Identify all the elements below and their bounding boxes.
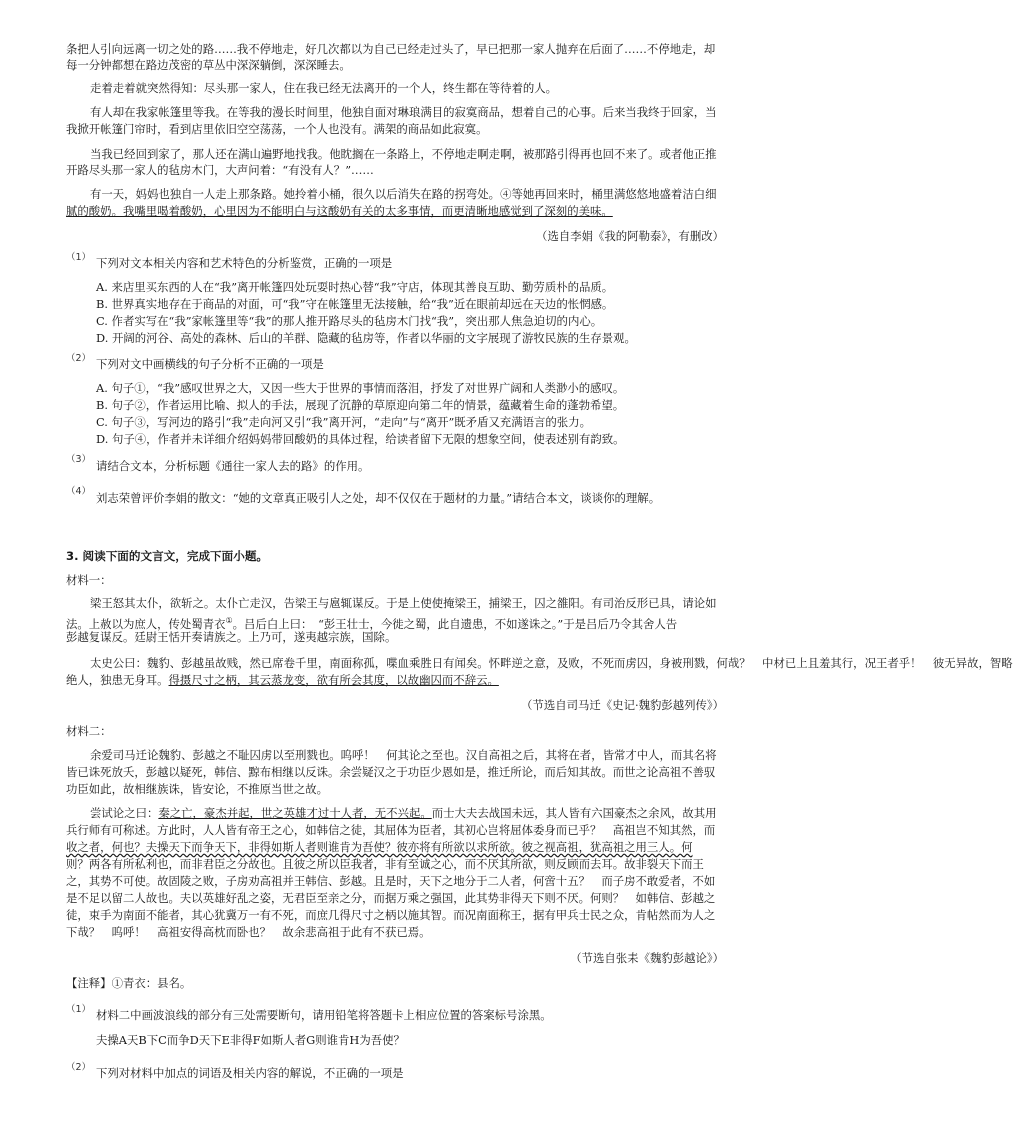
material2-line-7: 则？两各有所私利也，而非君臣之分故也。且彼之所以臣我者，非有至诚之心，而不厌其所欲，则反顾而去耳。故非裂天下而王 — [66, 857, 704, 871]
material2-source: （节选自张耒《魏豹彭越论》） — [570, 951, 724, 965]
material2-line-11: 下哉？ 呜呼！ 高祖安得高枕而卧也？ 故余悲高祖于此有不获已焉。 — [66, 925, 431, 939]
passage1-line-5: 我掀开帐篷门帘时，看到店里依旧空空荡荡，一个人也没有。满架的商品如此寂寞。 — [66, 122, 488, 136]
material2-line-8: 之，其势不可使。故固陵之败，子房劝高祖并王韩信、彭越。且是时，天下之地分于二人者，何啻十五？ 而子房不敢爱者，不如 — [66, 874, 716, 888]
q2-option-a: A. 句子①，“我”感叹世界之大，又因一些大于世界的事情而落泪，抒发了对世界广阔和人类渺小的感叹。 — [96, 381, 625, 395]
footnote: 【注释】①青衣：县名。 — [66, 976, 192, 990]
material1-line-2-part-b: 。吕后白上曰： “彭王壮士，今徙之蜀，此自遗患，不如遂诛之。”于是吕后乃令其舍人告 — [232, 617, 678, 631]
material2-line-4-part-b: 而士大夫去战国未远，其人皆有六国豪杰之余风，故其用 — [431, 806, 717, 820]
material2-label: 材料二： — [66, 724, 112, 738]
material1-label: 材料一： — [66, 573, 112, 587]
material2-line-9: 是不足以留二人故也。夫以英雄好乱之姿，无君臣至亲之分，而据万乘之强国，此其势非得天下则不厌。何则？ 如韩信、彭越之 — [66, 891, 716, 905]
s3-q2-number: （2） — [66, 1062, 92, 1073]
q2-stem: 下列对文中画横线的句子分析不正确的一项是 — [96, 357, 324, 371]
material1-line-5 — [66, 673, 499, 688]
passage1-line-4: 有人却在我家帐篷里等我。在等我的漫长时间里，他独自面对琳琅满目的寂寞商品，想着自己的心事。后来当我终于回家，当 — [90, 105, 717, 119]
passage1-line-3: 走着走着就突然得知：尽头那一家人，住在我已经无法离开的一个人，终生都在等待着的人。 — [90, 81, 558, 95]
section3-heading: 3. 阅读下面的文言文，完成下面小题。 — [66, 549, 269, 563]
material2-line-6: 收之者，何也？夫操天下而争天下，非得如斯人者则谁肯为吾使？彼亦将有所欲以求所欲。彼之视高祖，犹高祖之用三人。何 — [66, 840, 693, 854]
s3-q2-stem: 下列对材料中加点的词语及相关内容的解说，不正确的一项是 — [96, 1066, 404, 1080]
q1-option-d: D. 开阔的河谷、高处的森林、后山的羊群、隐藏的毡房等，作者以华丽的文字展现了游牧民族的生存景观。 — [96, 331, 636, 345]
passage1-line-1: 条把人引向远离一切之处的路……我不停地走，好几次都以为自己已经走过头了，早已把那一家人抛弃在后面了……不停地走，却 — [66, 42, 716, 56]
material1-line-4: 太史公曰：魏豹、彭越虽故贱，然已席卷千里，南面称孤，喋血乘胜日有闻矣。怀畔逆之意，及败，不死而虏囚，身被刑戮，何哉？ 中材已上且羞其行，况王者乎！ 彼无异故，智略 — [90, 656, 1013, 670]
material2-underlined-sentence: 秦之亡，豪杰并起，世之英雄才过十人者，无不兴起。 — [158, 806, 432, 820]
q4-text: 刘志荣曾评价李娟的散文：“她的文章真正吸引人之处，却不仅仅在于题材的力量。”请结合本文，谈谈你的理解。 — [96, 491, 661, 505]
material2-line-5: 兵行师有可称述。方此时，人人皆有帝王之心，如韩信之徒，其屈体为臣者，其初心岂将屈体委身而已乎？ 高祖岂不知其然，而 — [66, 823, 716, 837]
q1-stem: 下列对文本相关内容和艺术特色的分析鉴赏，正确的一项是 — [96, 256, 393, 270]
s3-q1-sentence: 夫操A天B下C而争D天下E非得F如斯人者G则谁肯H为吾使？ — [96, 1033, 405, 1047]
material1-underlined-sentence: 得摄尺寸之柄，其云蒸龙变，欲有所会其度，以故幽囚而不辞云。 — [168, 673, 499, 687]
material1-line-2-part-a: 法。上赦以为庶人，传处蜀青衣 — [66, 617, 226, 631]
passage1-source: （选自李娟《我的阿勒泰》，有删改） — [536, 229, 724, 243]
s3-q1-number: （1） — [66, 1004, 92, 1015]
material1-source: （节选自司马迁《史记·魏豹彭越列传》） — [521, 698, 724, 712]
passage1-line-8: 有一天，妈妈也独自一人走上那条路。她拎着小桶，很久以后消失在路的拐弯处。④等她再回来时，桶里满悠悠地盛着洁白细 — [90, 187, 717, 201]
material2-line-3: 功臣如此，故相继族诛，皆安论，不推原当世之故。 — [66, 782, 328, 796]
passage1-line-9: 腻的酸奶。我嘴里喝着酸奶，心里因为不能明白与这酸奶有关的太多事情，而更清晰地感觉到了深刻的美味。 — [66, 204, 613, 218]
q3-text: 请结合文本，分析标题《通往一家人去的路》的作用。 — [96, 459, 370, 473]
q2-option-c: C. 句子③，写河边的路引“我”走向河又引“我”离开河，“走向”与“离开”既矛盾又充满语言的张力。 — [96, 415, 591, 429]
q2-option-d: D. 句子④，作者并未详细介绍妈妈带回酸奶的具体过程，给读者留下无限的想象空间，使表述别有韵致。 — [96, 432, 625, 446]
material1-line-5-part-a: 绝人，独患无身耳。 — [66, 673, 169, 687]
passage1-line-7: 开路尽头那一家人的毡房木门，大声问着：“有没有人？”…… — [66, 163, 374, 177]
q2-number: （2） — [66, 353, 92, 364]
material2-line-4-part-a: 尝试论之曰： — [90, 806, 159, 820]
q3-number: （3） — [66, 454, 92, 465]
q1-option-a: A. 来店里买东西的人在“我”离开帐篷四处玩耍时热心替“我”守店，体现其善良互助、勤劳质朴的品质。 — [96, 280, 614, 294]
passage1-line-6: 当我已经回到家了，那人还在满山遍野地找我。他眈搁在一条路上，不停地走啊走啊，被那路引得再也回不来了。或者他正推 — [90, 147, 717, 161]
material2-line-2: 皆已诛死放夭，彭越以疑死，韩信、黥布相继以反诛。余尝疑汉之于功臣少恩如是，推迁所论，而后知其故。而世之论高祖不善驭 — [66, 765, 716, 779]
q1-option-b: B. 世界真实地存在于商品的对面，可“我”守在帐篷里无法接触，给“我”近在眼前却远在天边的怅惘感。 — [96, 297, 614, 311]
q4-number: （4） — [66, 486, 92, 497]
q2-option-b: B. 句子②，作者运用比喻、拟人的手法，展现了沉静的草原迎向第二年的情景，蕴藏着生命的蓬勃希望。 — [96, 398, 625, 412]
material1-line-1: 梁王怒其太仆，欲斩之。太仆亡走汉，告梁王与扈辄谋反。于是上使使掩梁王，捕梁王，囚之雒阳。有司治反形已具，请论如 — [90, 596, 717, 610]
q1-option-c: C. 作者实写在“我”家帐篷里等“我”的那人推开路尽头的毡房木门找“我”，突出那人焦急迫切的内心。 — [96, 314, 603, 328]
passage1-line-2: 每一分钟都想在路边茂密的草丛中深深躺倒，深深睡去。 — [66, 58, 351, 72]
footnote-marker: ① — [225, 616, 233, 625]
material2-line-4 — [90, 806, 717, 821]
material2-line-10: 徒，束手为南面不能者，其心犹冀万一有不死，而庶几得尺寸之柄以施其智。而况南面称王，据有甲兵士民之众，肯帖然而为人之 — [66, 908, 716, 922]
s3-q1-stem: 材料二中画波浪线的部分有三处需要断句，请用铅笔将答题卡上相应位置的答案标号涂黑。 — [96, 1008, 552, 1022]
q1-number: （1） — [66, 252, 92, 263]
material2-line-1: 余爱司马迁论魏豹、彭越之不耻囚虏以至刑戮也。呜呼！ 何其论之至也。汉自高祖之后，其将在者，皆常才中人，而其名将 — [90, 748, 717, 762]
material1-line-3: 彭越复谋反。廷尉王恬开奏请族之。上乃可，遂夷越宗族，国除。 — [66, 630, 397, 644]
